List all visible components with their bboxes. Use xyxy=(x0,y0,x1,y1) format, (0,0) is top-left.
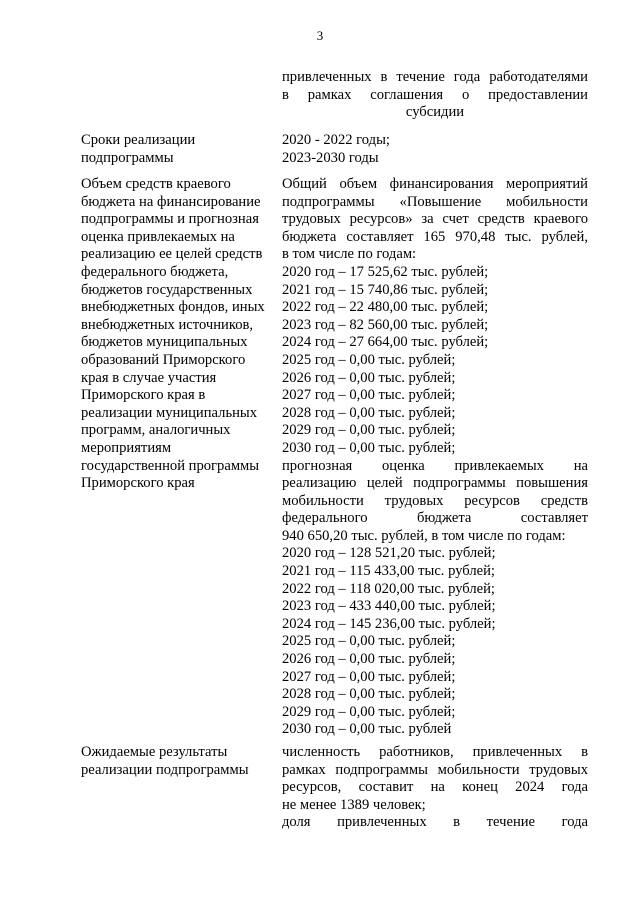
label-line: бюджета на финансирование xyxy=(81,193,261,210)
label-line: внебюджетных источников, xyxy=(81,316,254,333)
label-line: программ, аналогичных xyxy=(81,422,231,439)
federal-year-line: 2026 год – 0,00 тыс. рублей; xyxy=(282,651,456,668)
label-line: образований Приморского xyxy=(81,351,246,368)
label-line: Объем средств краевого xyxy=(81,176,231,192)
value-line: ресурсов, составит на конец 2024 года xyxy=(282,779,588,796)
results-value xyxy=(282,744,588,832)
text-line: в рамках соглашения о предоставлении xyxy=(282,86,588,103)
value-line: рамках подпрограммы мобильности трудовых xyxy=(282,761,588,778)
value-line: мобильности трудовых ресурсов средств xyxy=(282,492,588,509)
regional-year-line: 2023 год – 82 560,00 тыс. рублей; xyxy=(282,316,489,333)
label-line: подпрограммы и прогнозная xyxy=(81,211,259,228)
funding-label xyxy=(81,176,271,493)
label-line: Сроки реализации xyxy=(81,132,196,148)
regional-year-line: 2028 год – 0,00 тыс. рублей; xyxy=(282,404,456,421)
continuation-text xyxy=(282,69,588,122)
regional-year-line: 2026 год – 0,00 тыс. рублей; xyxy=(282,369,456,386)
federal-year-line: 2028 год – 0,00 тыс. рублей; xyxy=(282,686,456,703)
value-line: 2023-2030 годы xyxy=(282,149,379,166)
federal-year-line: 2024 год – 145 236,00 тыс. рублей; xyxy=(282,615,496,632)
label-line: бюджетов муниципальных xyxy=(81,334,248,351)
text-line: субсидии xyxy=(405,104,465,121)
federal-year-line: 2020 год – 128 521,20 тыс. рублей; xyxy=(282,545,496,562)
results-label xyxy=(81,744,271,779)
label-line: подпрограммы xyxy=(81,149,174,166)
value-line: 2020 - 2022 годы; xyxy=(282,132,390,148)
regional-year-line: 2024 год – 27 664,00 тыс. рублей; xyxy=(282,334,489,351)
label-line: федерального бюджета, xyxy=(81,263,229,280)
funding-value xyxy=(282,176,588,739)
label-line: государственной программы xyxy=(81,457,260,474)
label-line: Ожидаемые результаты xyxy=(81,744,228,760)
value-line: прогнозная оценка привлекаемых на xyxy=(282,457,588,474)
value-line: в том числе по годам: xyxy=(282,246,417,263)
value-line: трудовых ресурсов» за счет средств краевого xyxy=(282,211,588,228)
value-line: не менее 1389 человек; xyxy=(282,796,426,813)
label-line: мероприятиям xyxy=(81,439,172,456)
federal-year-line: 2025 год – 0,00 тыс. рублей; xyxy=(282,633,456,650)
label-line: края в случае участия xyxy=(81,369,217,386)
terms-value xyxy=(282,132,588,167)
federal-year-line: 2023 год – 433 440,00 тыс. рублей; xyxy=(282,598,496,615)
regional-year-line: 2025 год – 0,00 тыс. рублей; xyxy=(282,351,456,368)
label-line: Приморского края в xyxy=(81,387,206,404)
label-line: оценка привлекаемых на xyxy=(81,228,235,245)
regional-year-line: 2022 год – 22 480,00 тыс. рублей; xyxy=(282,299,489,316)
terms-label xyxy=(81,132,271,167)
label-line: Приморского края xyxy=(81,475,195,492)
federal-year-line: 2030 год – 0,00 тыс. рублей xyxy=(282,721,452,738)
federal-year-line: 2029 год – 0,00 тыс. рублей; xyxy=(282,703,456,720)
label-line: реализацию ее целей средств xyxy=(81,246,263,263)
text-line: привлеченных в течение года работодателями xyxy=(282,69,588,85)
label-line: реализации подпрограммы xyxy=(81,761,249,778)
page-number: 3 xyxy=(316,28,324,43)
value-line: доля привлеченных в течение года xyxy=(282,814,588,831)
regional-year-line: 2027 год – 0,00 тыс. рублей; xyxy=(282,387,456,404)
label-line: внебюджетных фондов, иных xyxy=(81,299,265,316)
value-line: подпрограммы «Повышение мобильности xyxy=(282,193,588,210)
value-line: бюджета составляет 165 970,48 тыс. рублей, xyxy=(282,228,588,245)
federal-year-line: 2022 год – 118 020,00 тыс. рублей; xyxy=(282,580,495,597)
value-line: реализацию целей подпрограммы повышения xyxy=(282,475,588,492)
label-line: реализации муниципальных xyxy=(81,404,258,421)
regional-year-line: 2020 год – 17 525,62 тыс. рублей; xyxy=(282,263,489,280)
regional-year-line: 2021 год – 15 740,86 тыс. рублей; xyxy=(282,281,489,298)
federal-year-line: 2027 год – 0,00 тыс. рублей; xyxy=(282,668,456,685)
label-line: бюджетов государственных xyxy=(81,281,253,298)
regional-year-line: 2029 год – 0,00 тыс. рублей; xyxy=(282,422,456,439)
value-line: федерального бюджета составляет xyxy=(282,510,588,527)
value-line: Общий объем финансирования мероприятий xyxy=(282,176,588,192)
value-line: численность работников, привлеченных в xyxy=(282,744,588,760)
regional-year-line: 2030 год – 0,00 тыс. рублей; xyxy=(282,439,456,456)
federal-year-line: 2021 год – 115 433,00 тыс. рублей; xyxy=(282,563,495,580)
value-line: 940 650,20 тыс. рублей, в том числе по годам: xyxy=(282,527,566,544)
